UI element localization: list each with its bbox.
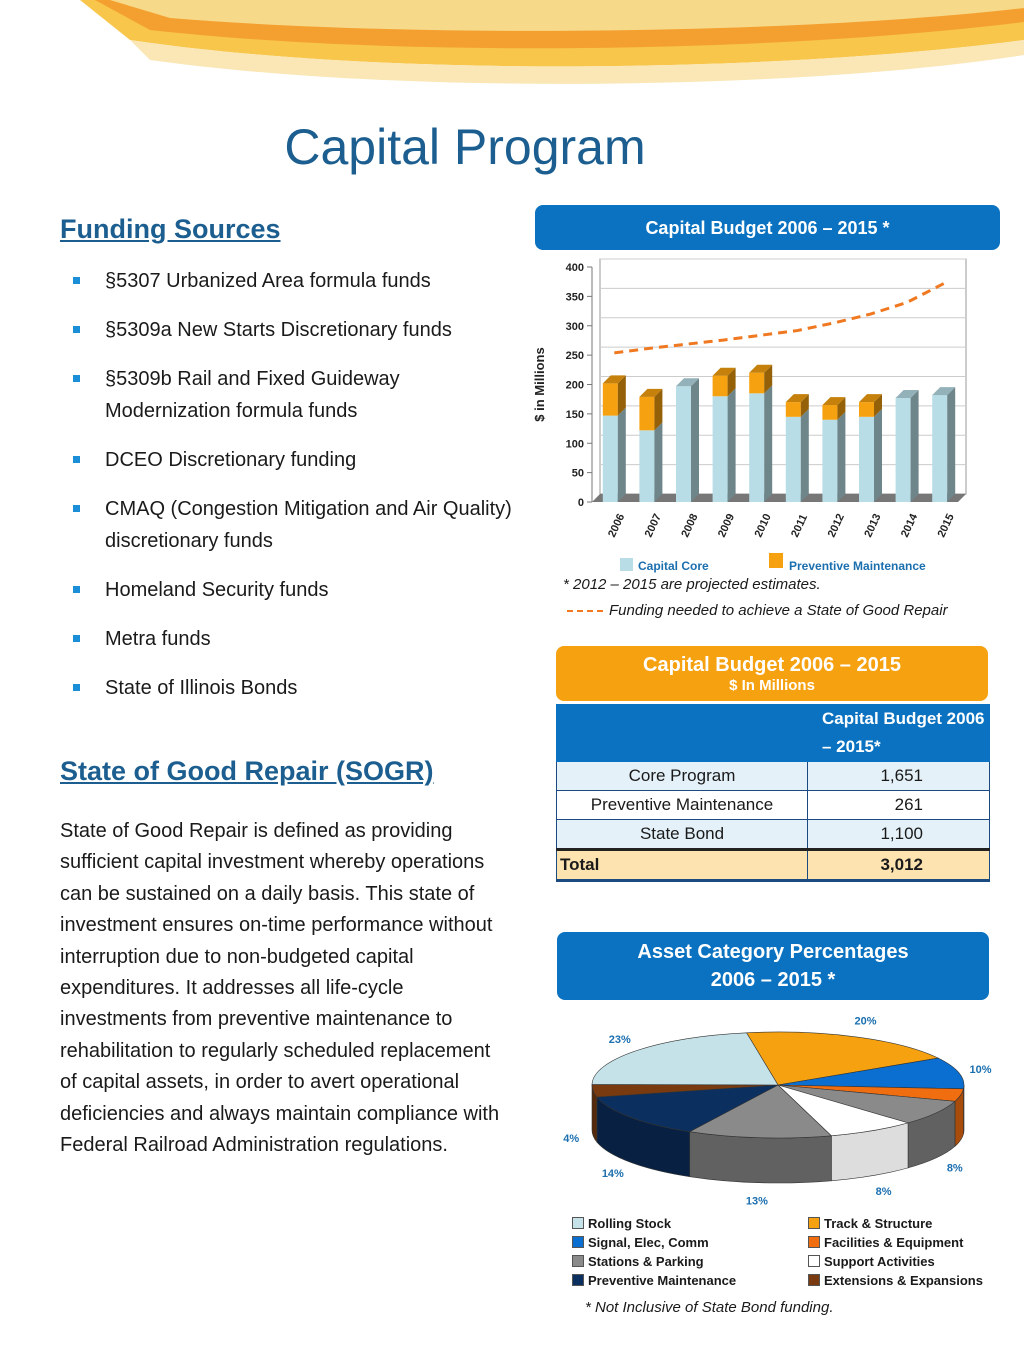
table-cell-value: 1,100 [808, 820, 990, 850]
bullet-icon [73, 375, 80, 382]
legend-swatch [808, 1236, 820, 1248]
legend-swatch [808, 1255, 820, 1267]
y-tick-label: 400 [565, 262, 584, 274]
bar-side [947, 387, 955, 502]
pie-legend-item [808, 1273, 983, 1288]
capital-budget-bar-chart [530, 252, 1010, 582]
table-cell-label: Preventive Maintenance [557, 791, 808, 820]
pie-legend-item [572, 1273, 736, 1288]
bar-capital-core [676, 386, 691, 502]
pie-data-label: 23% [608, 1033, 631, 1046]
pie-data-label: 4% [563, 1132, 580, 1145]
legend-swatch [572, 1217, 584, 1229]
page-title: Capital Program [284, 119, 646, 175]
bar-capital-core [603, 416, 618, 502]
table-row [557, 820, 990, 850]
x-tick-label: 2011 [789, 512, 811, 540]
legend-label: Stations & Parking [588, 1254, 704, 1269]
asset-header-line2: 2006 – 2015 * [710, 969, 836, 991]
bullet-icon [73, 684, 80, 691]
bar-chart-legend [560, 557, 990, 577]
sogr-paragraph: State of Good Repair is defined as providing sufficient capital investment whereby operations can be sustained on a daily basis. This state of investment ensures on-time performance without interruption due to non-budgeted capital expenditures. It addresses all life-cycle investments from preventive maintenance to rehabilitation to regularly scheduled replacement of capital assets, in order to avert operational deficiencies and always maintain compliance with Federal Railroad Administration regulations. [60, 820, 500, 1157]
capital-budget-chart-header: Capital Budget 2006 – 2015 * [535, 205, 1000, 250]
table-header-row [557, 705, 990, 762]
x-tick-label: 2009 [715, 512, 738, 540]
pie-data-label: 20% [854, 1015, 877, 1028]
legend-label: Facilities & Equipment [824, 1235, 964, 1250]
legend-swatch-capital-core [620, 558, 633, 571]
bar-capital-core [859, 417, 874, 502]
x-tick-label: 2006 [606, 512, 628, 540]
pie-data-label: 10% [969, 1063, 992, 1076]
bar-side [764, 385, 772, 502]
list-item: DCEO Discretionary funding [70, 444, 520, 476]
table-cell-value: 261 [808, 791, 990, 820]
pie-data-label: 14% [601, 1168, 624, 1181]
bar-side [837, 412, 845, 502]
budget-table-title: Capital Budget 2006 – 2015 [643, 654, 901, 676]
table-total-label: Total [557, 850, 808, 881]
bar-capital-core [713, 396, 728, 502]
y-tick-label: 150 [565, 408, 584, 421]
y-tick-label: 50 [571, 467, 584, 480]
pie-data-label: 8% [946, 1162, 963, 1175]
legend-label: Support Activities [824, 1254, 935, 1269]
legend-label-capital-core: Capital Core [638, 559, 709, 573]
asset-category-pie-chart [560, 1010, 1000, 1215]
bar-preventive-maintenance [822, 405, 837, 420]
sogr-funding-note: Funding needed to achieve a State of Good Repair [567, 602, 948, 619]
x-tick-label: 2014 [898, 512, 921, 540]
bar-capital-core [896, 398, 911, 502]
x-tick-label: 2008 [679, 512, 701, 540]
table-header-blank [557, 705, 808, 762]
pie-legend-item [808, 1235, 963, 1250]
x-tick-label: 2007 [642, 512, 664, 540]
x-tick-label: 2015 [935, 512, 957, 540]
funding-list [70, 265, 520, 721]
legend-label: Track & Structure [824, 1216, 933, 1231]
legend-label: Extensions & Expansions [824, 1273, 983, 1288]
bar-capital-core [822, 420, 837, 502]
list-item: Metra funds [70, 623, 520, 655]
bar-side [618, 408, 626, 502]
table-cell-value: 1,651 [808, 762, 990, 791]
pie-legend-item [572, 1254, 704, 1269]
bullet-icon [73, 635, 80, 642]
table-cell-label: Core Program [557, 762, 808, 791]
list-item: §5309a New Starts Discretionary funds [70, 314, 520, 346]
bar-preventive-maintenance [639, 397, 654, 430]
pie-legend-item [572, 1216, 671, 1231]
funding-sources-heading: Funding Sources [60, 214, 281, 244]
projected-note: * 2012 – 2015 are projected estimates. [563, 576, 821, 593]
y-tick-label: 350 [565, 291, 584, 304]
table-cell-label: State Bond [557, 820, 808, 850]
bullet-icon [73, 326, 80, 333]
pie-slice-side [690, 1132, 832, 1183]
list-item: §5307 Urbanized Area formula funds [70, 265, 520, 297]
bar-capital-core [786, 417, 801, 502]
bar-capital-core [749, 393, 764, 502]
bar-side [911, 390, 919, 502]
x-tick-label: 2010 [752, 512, 774, 540]
list-item: CMAQ (Congestion Mitigation and Air Quality) discretionary funds [70, 493, 520, 557]
bar-preventive-maintenance [749, 373, 764, 394]
legend-swatch-preventive-maintenance [769, 553, 783, 568]
y-tick-label: 300 [565, 320, 584, 333]
bullet-icon [73, 456, 80, 463]
list-item: State of Illinois Bonds [70, 672, 520, 704]
bar-side [691, 378, 699, 502]
legend-label: Signal, Elec, Comm [588, 1235, 709, 1250]
legend-label: Rolling Stock [588, 1216, 672, 1231]
bar-side [654, 422, 662, 502]
bar-preventive-maintenance [713, 376, 728, 397]
list-item: §5309b Rail and Fixed Guideway Modernization formula funds [70, 363, 520, 427]
asset-header-line1: Asset Category Percentages [637, 941, 909, 963]
legend-swatch [808, 1217, 820, 1229]
sogr-heading: State of Good Repair (SOGR) [60, 756, 434, 786]
list-item: Homeland Security funds [70, 574, 520, 606]
table-total-row [557, 850, 990, 881]
y-tick-label: 100 [565, 438, 584, 451]
bar-side [801, 409, 809, 502]
y-axis-label: $ in Millions [532, 347, 547, 422]
table-total-value: 3,012 [808, 850, 990, 881]
legend-swatch [572, 1274, 584, 1286]
legend-swatch [572, 1255, 584, 1267]
bar-preventive-maintenance [859, 402, 874, 417]
bullet-icon [73, 586, 80, 593]
asset-category-header [557, 932, 989, 1000]
table-row [557, 762, 990, 791]
bar-side [728, 388, 736, 502]
pie-data-label: 13% [745, 1195, 768, 1208]
pie-data-label: 8% [875, 1186, 892, 1199]
header-banner [0, 0, 1024, 110]
x-tick-label: 2012 [825, 512, 847, 540]
legend-swatch [808, 1274, 820, 1286]
legend-swatch [572, 1236, 584, 1248]
y-tick-label: 0 [577, 497, 584, 509]
pie-legend-item [808, 1216, 932, 1231]
bar-capital-core [639, 430, 654, 502]
bar-preventive-maintenance [603, 383, 618, 415]
bar-side [874, 409, 882, 502]
dashed-line-icon [567, 610, 603, 612]
x-tick-label: 2013 [862, 512, 884, 540]
budget-table [556, 704, 990, 882]
y-tick-label: 250 [565, 350, 584, 363]
y-tick-label: 200 [565, 379, 584, 392]
legend-label: Preventive Maintenance [588, 1273, 737, 1288]
budget-table-header [556, 646, 988, 701]
bar-preventive-maintenance [786, 402, 801, 417]
pie-legend-item [572, 1235, 709, 1250]
budget-table-subtitle: $ In Millions [729, 677, 815, 694]
state-bond-note: * Not Inclusive of State Bond funding. [585, 1299, 834, 1316]
bullet-icon [73, 277, 80, 284]
table-row [557, 791, 990, 820]
pie-legend-item [808, 1254, 935, 1269]
bar-capital-core [932, 395, 947, 502]
table-col-header: Capital Budget 2006 – 2015* [808, 705, 990, 762]
bullet-icon [73, 505, 80, 512]
legend-label-preventive-maintenance: Preventive Maintenance [789, 559, 926, 573]
